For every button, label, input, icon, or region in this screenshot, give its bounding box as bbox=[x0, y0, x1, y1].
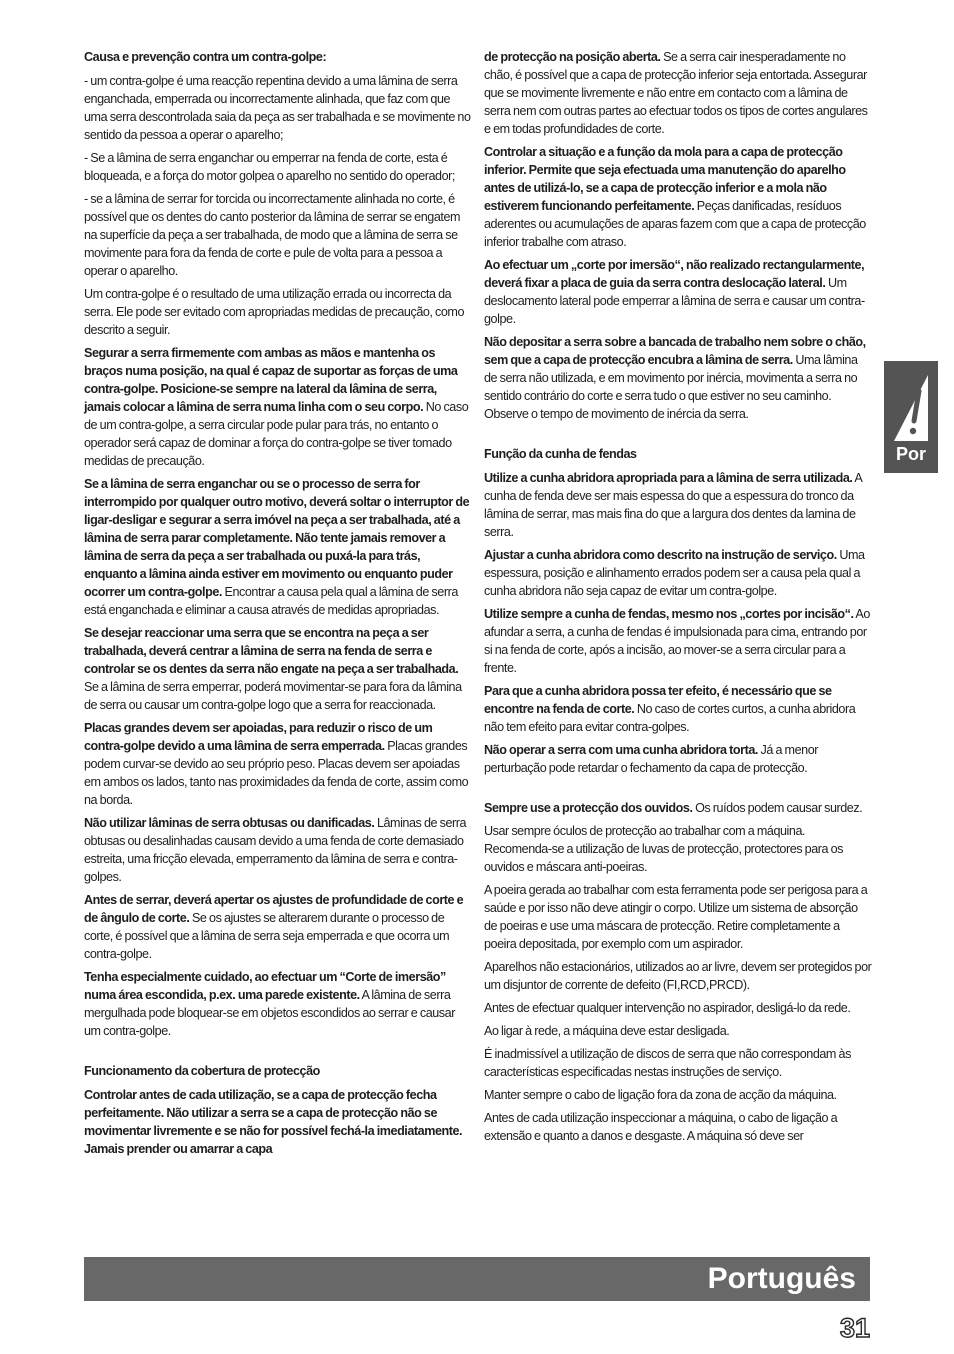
paragraph bbox=[484, 741, 872, 777]
paragraph bbox=[84, 719, 471, 809]
paragraph-text: No caso de um contra-golpe, a serra circular pode pular para trás, no entanto o operador será capaz de dominar a força do contra-golpe se tiver tomado medidas de precaução. bbox=[84, 400, 469, 468]
paragraph-bold-lead: Não utilizar lâminas de serra obtusas ou danificadas. bbox=[84, 816, 375, 830]
paragraph-text: Ao afundar a serra, a cunha de fendas é impulsionada para cima, entrando por si na fenda de corte, após a incisão, ao mover-se a serra circular para a frente. bbox=[484, 607, 870, 675]
paragraph-bold-lead: Ao efectuar um „corte por imersão“, não realizado rectangularmente, deverá fixar a placa de guia da serra contra deslocação lateral. bbox=[484, 258, 865, 290]
paragraph bbox=[484, 143, 872, 251]
paragraph-bold-lead: de protecção na posição aberta. bbox=[484, 50, 661, 64]
paragraph-bold-lead: Utilize a cunha abridora apropriada para a lâmina de serra utilizada. bbox=[484, 471, 853, 485]
paragraph-text: Antes de cada utilização inspeccionar a máquina, o cabo de ligação a extensão e quanto a danos e desgaste. A máquina só deve ser bbox=[484, 1111, 838, 1143]
paragraph-text: Um deslocamento lateral pode emperrar a lâmina de serra e causar um contra-golpe. bbox=[484, 276, 865, 326]
paragraph-bold-lead: Não operar a serra com uma cunha abridora torta. bbox=[484, 743, 758, 757]
paragraph-bold-lead: Para que a cunha abridora possa ter efeito, é necessário que se encontre na fenda de corte. bbox=[484, 684, 832, 716]
paragraph bbox=[84, 285, 471, 339]
paragraph-text: Placas grandes podem curvar-se devido ao seu próprio peso. Placas devem ser apoiadas em ambos os lados, tanto nas proximidades da fenda de corte, assim como na borda. bbox=[84, 739, 469, 807]
paragraph bbox=[84, 1086, 471, 1158]
paragraph-text: Manter sempre o cabo de ligação fora da zona de acção da máquina. bbox=[484, 1088, 837, 1102]
section-heading: Função da cunha de fendas bbox=[484, 447, 637, 461]
paragraph bbox=[484, 333, 872, 423]
paragraph-bold-lead: Antes de serrar, deverá apertar os ajustes de profundidade de corte e de ângulo de corte. bbox=[84, 893, 464, 925]
paragraph-text: A cunha de fenda deve ser mais espessa do que a espessura do tronco da lâmina de serrar, mas mais fina do que a largura dos dentes da lamina de serra. bbox=[484, 471, 862, 539]
paragraph-text: Encontrar a causa pela qual a lâmina de serra está enganchada e eliminar a causa através de medidas apropriadas. bbox=[84, 585, 458, 617]
paragraph bbox=[84, 72, 471, 144]
paragraph bbox=[484, 1045, 872, 1081]
paragraph-text: Peças danificadas, resíduos aderentes ou acumulações de aparas fazem com que a capa de protecção inferior trabalhe com atraso. bbox=[484, 199, 866, 249]
paragraph-bold-lead: Se desejar reaccionar uma serra que se encontra na peça a ser trabalhada, deverá centrar a lâmina de serra na fenda de serra e controlar se os dentes da serra não engate na peça a ser trabalhada. bbox=[84, 626, 459, 676]
paragraph-text: Se os ajustes se alterarem durante o processo de corte, é possível que a lâmina de serra seja emperrada e que ocorra um contra-golpe. bbox=[84, 911, 450, 961]
paragraph-text: Um contra-golpe é o resultado de uma utilização errada ou incorrecta da serra. Ele pode ser evitado com apropriadas medidas de precaução, como descrito a seguir. bbox=[84, 287, 465, 337]
paragraph bbox=[84, 475, 471, 619]
paragraph-bold-lead: Controlar a situação e a função da mola para a capa de protecção inferior. Permite que seja efectuada uma manutenção do aparelho antes de utilizá-lo, se a capa de protecção inferior e a mola não estiverem funcionando perfeitamente. bbox=[484, 145, 846, 213]
paragraph bbox=[484, 546, 872, 600]
section-heading: Funcionamento da cobertura de protecção bbox=[84, 1064, 320, 1078]
paragraph-text: Se a serra cair inesperadamente no chão, é possível que a capa de protecção inferior seja entortada. Assegurar que se movimente livremente e não entre em contacto com a lâmina de serra nem com outras partes ao efectuar todos os tipos de cortes angulares e em todas profundidades de corte. bbox=[484, 50, 868, 136]
paragraph-text: - um contra-golpe é uma reacção repentina devido a uma lâmina de serra enganchada, emperrada ou incorrectamente alinhada, que faz com que uma serra descontrolada saia da peça as ser trabalhada e se movimente no sentido da pessoa a operar o aparelho; bbox=[84, 74, 471, 142]
paragraph bbox=[484, 682, 872, 736]
paragraph-bold-lead: Utilize sempre a cunha de fendas, mesmo nos „cortes por incisão“. bbox=[484, 607, 854, 621]
language-side-tab bbox=[884, 361, 938, 473]
paragraph-bold-lead: Se a lâmina de serra enganchar ou se o processo de serra for interrompido por qualquer outro motivo, deverá soltar o interruptor de ligar-desligar e segurar a serra imóvel na peça a ser trabalhada, até a lâmina de serra parar completamente. Não tente jamais remover a lâmina de serra da peça a ser trabalhada ou puxá-la para trás, enquanto a lâmina ainda estiver em movimento ou enquanto puder ocorrer um contra-golpe. bbox=[84, 477, 470, 599]
paragraph bbox=[484, 799, 872, 817]
paragraph bbox=[484, 48, 872, 138]
paragraph bbox=[84, 149, 471, 185]
paragraph-text: No caso de cortes curtos, a cunha abridora não tem efeito para evitar contra-golpes. bbox=[484, 702, 856, 734]
paragraph bbox=[84, 624, 471, 714]
paragraph-text: Se a lâmina de serra emperrar, poderá movimentar-se para fora da lâmina de serra ou causar um contra-golpe logo que a serra for reaccionada. bbox=[84, 680, 462, 712]
section-heading: Causa e prevenção contra um contra-golpe: bbox=[84, 50, 327, 64]
paragraph-text: Antes de efectuar qualquer intervenção no aspirador, desligá-lo da rede. bbox=[484, 1001, 851, 1015]
paragraph-text: É inadmissível a utilização de discos de serra que não correspondam às características especificadas nestas instruções de serviço. bbox=[484, 1047, 851, 1079]
warning-icon bbox=[888, 371, 934, 443]
paragraph-text: Uma lâmina de serra não utilizada, e em movimento por inércia, movimenta a serra no sentido contrário do corte e serra tudo o que estiver no seu caminho. Observe o tempo de movimento de inércia da serra. bbox=[484, 353, 858, 421]
paragraph-text: A poeira gerada ao trabalhar com esta ferramenta pode ser perigosa para a saúde e por isso não deve atingir o corpo. Utilize um sistema de absorção de poeiras e use uma máscara de protecção. Retire completamente a poeira depositada, por exemplo com um aspirador. bbox=[484, 883, 868, 951]
paragraph-text: - Se a lâmina de serra enganchar ou emperrar na fenda de corte, esta é bloqueada, e a força do motor golpea o aparelho no sentido do operador; bbox=[84, 151, 455, 183]
paragraph-bold-lead: Segurar a serra firmemente com ambas as mãos e mantenha os braços numa posição, na qual é capaz de suportar as forças de uma contra-golpe. Posicione-se sempre na lateral da lâmina de serra, jamais colocar a lâmina de serra numa linha com o seu corpo. bbox=[84, 346, 458, 414]
paragraph-text: Já a menor perturbação pode retardar o fechamento da capa de protecção. bbox=[484, 743, 819, 775]
paragraph bbox=[84, 814, 471, 886]
paragraph bbox=[84, 344, 471, 470]
paragraph bbox=[484, 881, 872, 953]
paragraph-text: Usar sempre óculos de protecção ao trabalhar com a máquina. Recomenda-se a utilização de luvas de protecção, protectores para os ouvidos e máscara anti-poeiras. bbox=[484, 824, 844, 874]
side-tab-label: Por bbox=[895, 444, 926, 464]
footer-bar bbox=[84, 1257, 870, 1301]
paragraph bbox=[484, 1086, 872, 1104]
paragraph bbox=[84, 190, 471, 280]
paragraph-text: Aparelhos não estacionários, utilizados ao ar livre, devem ser protegidos por um disjuntor de corrente de defeito (FI,RCD,PRCD). bbox=[484, 960, 872, 992]
paragraph-text: Os ruídos podem causar surdez. bbox=[692, 801, 863, 815]
paragraph bbox=[484, 1022, 872, 1040]
paragraph-text: - se a lâmina de serrar for torcida ou incorrectamente alinhada no corte, é possível que os dentes do canto posterior da lâmina de serrar se engatem na superfície da peça a ser trabalhada, de modo que a lâmina de serra se movimente para fora da fenda de corte e pule de volta para a pessoa a operar o aparelho. bbox=[84, 192, 461, 278]
paragraph bbox=[484, 822, 872, 876]
paragraph-bold-lead: Controlar antes de cada utilização, se a capa de protecção fecha perfeitamente. Não utilizar a serra se a capa de protecção não se movimentar livremente e se não for possível fechá-la imediatamente. Jamais prender ou amarrar a capa bbox=[84, 1088, 463, 1156]
paragraph-text: Lâminas de serra obtusas ou desalinhadas causam devido a uma fenda de corte demasiado estreita, uma fricção elevada, emperramento da lâmina de serra e contra-golpes. bbox=[84, 816, 467, 884]
paragraph-bold-lead: Sempre use a protecção dos ouvidos. bbox=[484, 801, 693, 815]
paragraph bbox=[84, 968, 471, 1040]
paragraph bbox=[484, 256, 872, 328]
paragraph bbox=[484, 958, 872, 994]
paragraph-text: Uma espessura, posição e alinhamento errados podem ser a causa pela qual a cunha abridora não seja capaz de evitar um contra-golpe. bbox=[484, 548, 865, 598]
right-column bbox=[484, 48, 872, 1150]
footer-language-title: Português bbox=[707, 1262, 856, 1295]
left-column bbox=[84, 48, 471, 1163]
paragraph-text: Ao ligar à rede, a máquina deve estar desligada. bbox=[484, 1024, 730, 1038]
page-number: 31 bbox=[839, 1313, 870, 1343]
paragraph-bold-lead: Tenha especialmente cuidado, ao efectuar um “Corte de imersão” numa área escondida, p.ex. uma parede existente. bbox=[84, 970, 446, 1002]
paragraph-text: A lâmina de serra mergulhada pode bloquear-se em objetos escondidos ao serrar e causar um contra-golpe. bbox=[84, 988, 455, 1038]
paragraph-bold-lead: Placas grandes devem ser apoiadas, para reduzir o risco de um contra-golpe devido a uma lâmina de serra emperrada. bbox=[84, 721, 433, 753]
paragraph bbox=[484, 469, 872, 541]
paragraph-bold-lead: Ajustar a cunha abridora como descrito na instrução de serviço. bbox=[484, 548, 837, 562]
paragraph-bold-lead: Não depositar a serra sobre a bancada de trabalho nem sobre o chão, sem que a capa de protecção encubra a lâmina de serra. bbox=[484, 335, 866, 367]
paragraph bbox=[484, 605, 872, 677]
paragraph bbox=[484, 999, 872, 1017]
paragraph bbox=[84, 891, 471, 963]
paragraph bbox=[484, 1109, 872, 1145]
